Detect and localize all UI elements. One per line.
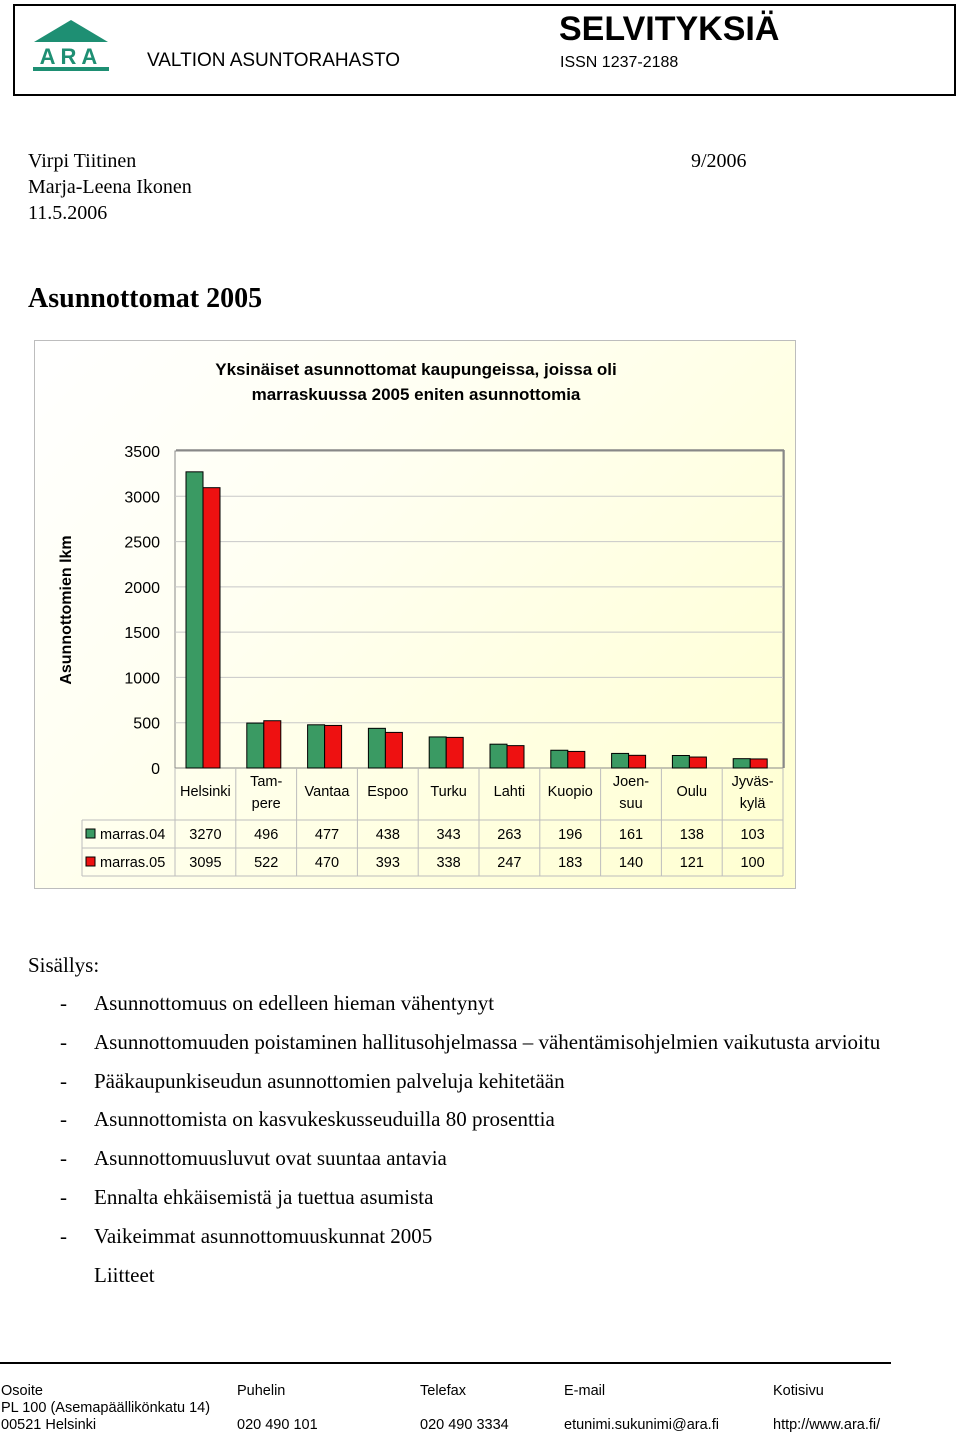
toc-bullet: - xyxy=(60,1224,67,1248)
legend-key-marras-04 xyxy=(86,829,95,838)
y-tick-label: 3000 xyxy=(124,489,160,507)
author-2: Marja-Leena Ikonen xyxy=(28,176,192,198)
author-1: Virpi Tiitinen xyxy=(28,150,137,172)
chart-title: marraskuussa 2005 eniten asunnottomia xyxy=(251,385,581,404)
bar-marras-04 xyxy=(308,725,325,768)
data-table-cell: 496 xyxy=(254,827,279,843)
footer-fax-label: Telefax xyxy=(420,1383,466,1399)
bar-marras-05 xyxy=(446,737,463,768)
data-table-cell: 338 xyxy=(436,855,461,871)
data-table-cell: 522 xyxy=(254,855,279,871)
bar-marras-05 xyxy=(689,757,706,768)
data-table-cell: 183 xyxy=(558,855,583,871)
data-table-cell: 393 xyxy=(375,855,400,871)
y-tick-label: 1000 xyxy=(124,670,160,688)
category-label: kylä xyxy=(739,796,766,812)
org-name: VALTION ASUNTORAHASTO xyxy=(147,50,401,71)
bar-marras-04 xyxy=(247,723,264,768)
data-table-cell: 103 xyxy=(740,827,765,843)
data-table-cell: 247 xyxy=(497,855,522,871)
toc-bullet: - xyxy=(60,1146,67,1170)
footer-divider xyxy=(0,1362,891,1364)
toc-item: Ennalta ehkäisemistä ja tuettua asumista xyxy=(94,1185,434,1209)
footer-phone: 020 490 101 xyxy=(237,1417,318,1433)
data-table-cell: 343 xyxy=(436,827,461,843)
data-table-cell: 196 xyxy=(558,827,583,843)
toc-item: Asunnottomuusluvut ovat suuntaa antavia xyxy=(94,1146,447,1170)
data-table-cell: 3270 xyxy=(189,827,222,843)
category-label: pere xyxy=(251,796,281,812)
y-tick-label: 0 xyxy=(151,761,160,778)
category-label: Turku xyxy=(430,784,467,800)
category-label: Vantaa xyxy=(304,784,350,800)
bar-marras-04 xyxy=(551,750,568,768)
data-table-cell: 477 xyxy=(314,827,340,843)
data-table-cell: 470 xyxy=(314,855,340,871)
bar-marras-04 xyxy=(672,756,689,768)
toc-bullet: - xyxy=(60,1107,67,1131)
footer-fax: 020 490 3334 xyxy=(420,1417,509,1433)
footer-email[interactable]: etunimi.sukunimi@ara.fi xyxy=(564,1417,719,1433)
legend-label: marras.04 xyxy=(100,827,166,843)
ara-logo xyxy=(30,18,112,76)
category-label: Lahti xyxy=(493,784,526,800)
bar-marras-04 xyxy=(186,472,203,768)
bar-marras-04 xyxy=(368,728,385,768)
category-label: Espoo xyxy=(367,784,409,800)
bar-marras-05 xyxy=(750,759,767,768)
y-axis-label: Asunnottomien lkm xyxy=(58,535,75,685)
issue-number: 9/2006 xyxy=(691,150,747,172)
bar-marras-05 xyxy=(325,725,342,768)
document-title: Asunnottomat 2005 xyxy=(28,283,263,314)
toc-item: Liitteet xyxy=(94,1263,155,1287)
category-label: Joen- xyxy=(612,774,650,790)
data-table-cell: 100 xyxy=(740,855,765,871)
bar-marras-05 xyxy=(264,721,281,768)
toc-bullet: - xyxy=(60,1185,67,1209)
y-tick-label: 2500 xyxy=(124,534,160,552)
data-table-cell: 121 xyxy=(679,855,704,871)
category-label: suu xyxy=(619,796,643,812)
legend-label: marras.05 xyxy=(100,855,166,871)
data-table-cell: 263 xyxy=(497,827,522,843)
bar-marras-05 xyxy=(385,732,402,768)
footer-address-label: Osoite xyxy=(1,1383,43,1399)
publish-date: 11.5.2006 xyxy=(28,202,108,224)
footer-phone-label: Puhelin xyxy=(237,1383,286,1399)
y-tick-label: 3500 xyxy=(124,444,160,461)
bar-marras-04 xyxy=(733,759,750,768)
footer-email-label: E-mail xyxy=(564,1383,606,1399)
footer-home-label: Kotisivu xyxy=(773,1383,824,1399)
data-table-cell: 138 xyxy=(679,827,704,843)
category-label: Jyväs- xyxy=(731,774,774,790)
logo-text: ARA xyxy=(39,44,103,69)
toc-item: Asunnottomuuden poistaminen hallitusohjelmassa – vähentämisohjelmien vaikutusta arvioitu xyxy=(94,1030,881,1054)
toc-bullet: - xyxy=(60,1030,67,1054)
bar-chart xyxy=(35,341,797,890)
category-label: Oulu xyxy=(676,784,708,800)
toc-item: Pääkaupunkiseudun asunnottomien palveluja kehitetään xyxy=(94,1069,565,1093)
category-label: Tam- xyxy=(250,774,283,790)
toc-item: Asunnottomista on kasvukeskusseuduilla 80 prosenttia xyxy=(94,1107,555,1131)
toc-heading: Sisällys: xyxy=(28,953,100,977)
bar-marras-05 xyxy=(629,755,646,768)
chart-panel xyxy=(34,340,796,889)
data-table-cell: 3095 xyxy=(189,855,222,871)
category-label: Kuopio xyxy=(547,784,593,800)
bar-marras-04 xyxy=(612,753,629,768)
issn: ISSN 1237-2188 xyxy=(560,54,679,71)
toc-item: Vaikeimmat asunnottomuuskunnat 2005 xyxy=(94,1224,433,1248)
data-table-cell: 161 xyxy=(618,827,644,843)
data-table-cell: 140 xyxy=(618,855,644,871)
bar-marras-05 xyxy=(568,751,585,768)
bar-marras-05 xyxy=(203,488,220,768)
y-tick-label: 1500 xyxy=(124,625,160,643)
series-title: SELVITYKSIÄ xyxy=(559,10,780,48)
footer-address-line2: 00521 Helsinki xyxy=(1,1417,97,1433)
data-table-cell: 438 xyxy=(375,827,400,843)
y-tick-label: 500 xyxy=(133,715,160,733)
bar-marras-04 xyxy=(490,744,507,768)
category-label: Helsinki xyxy=(180,784,231,800)
footer-address-line1: PL 100 (Asemapäällikönkatu 14) xyxy=(1,1400,211,1416)
bar-marras-04 xyxy=(429,737,446,768)
chart-title: Yksinäiset asunnottomat kaupungeissa, joissa oli xyxy=(215,360,617,379)
toc-bullet: - xyxy=(60,1069,67,1093)
toc-item: Asunnottomuus on edelleen hieman vähentynyt xyxy=(94,991,495,1015)
footer-homepage-link[interactable]: http://www.ara.fi/ xyxy=(773,1417,881,1433)
toc-bullet: - xyxy=(60,991,67,1015)
bar-marras-05 xyxy=(507,746,524,768)
y-tick-label: 2000 xyxy=(124,579,160,597)
legend-key-marras-05 xyxy=(86,857,95,866)
